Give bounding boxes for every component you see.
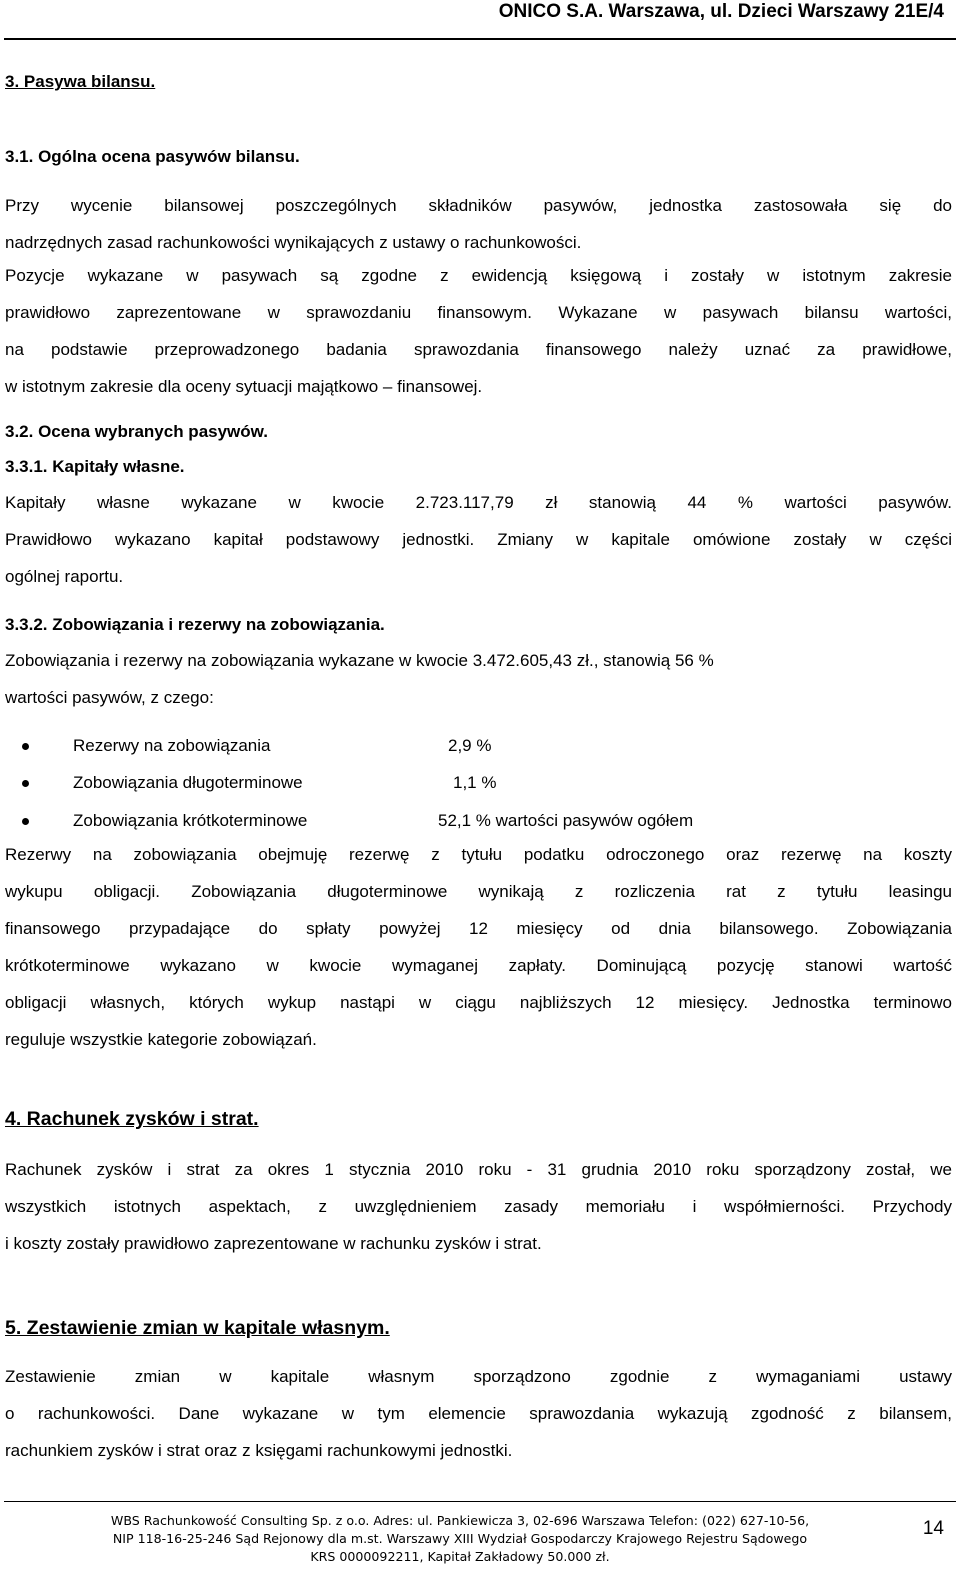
footer-line-1: WBS Rachunkowość Consulting Sp. z o.o. Adres: ul. Pankiewicza 3, 02-696 Warszawa Telefon: (022) 627-10-56, bbox=[110, 1513, 810, 1528]
text-line: Zobowiązania i rezerwy na zobowiązania wykazane w kwocie 3.472.605,43 zł., stanowią 56 % bbox=[5, 651, 714, 670]
page-footer bbox=[40, 1512, 880, 1566]
text-line: w istotnym zakresie dla oceny sytuacji majątkowo – finansowej. bbox=[5, 377, 483, 396]
section-3-3-2-title: 3.3.2. Zobowiązania i rezerwy na zobowiązania. bbox=[5, 615, 385, 634]
text-line: finansowego przypadające do spłaty powyżej 12 miesięcy od dnia bilansowego. Zobowiązania bbox=[5, 919, 952, 938]
text-line: wykupu obligacji. Zobowiązania długoterminowe wynikają z rozliczenia rat z tytułu leasingu bbox=[5, 882, 952, 901]
section-3-3-1-title: 3.3.1. Kapitały własne. bbox=[5, 457, 185, 476]
section-3-3-2-paragraph bbox=[5, 836, 952, 1058]
text-line: ogólnej raportu. bbox=[5, 567, 124, 586]
text-line: prawidłowo zaprezentowane w sprawozdaniu finansowym. Wykazane w pasywach bilansu wartości, bbox=[5, 303, 952, 322]
bullet-label: Rezerwy na zobowiązania bbox=[73, 736, 271, 755]
section-3-3-2-intro bbox=[5, 642, 952, 716]
text-line: Kapitały własne wykazane w kwocie 2.723.117,79 zł stanowią 44 % wartości pasywów. bbox=[5, 493, 952, 512]
page-header-title: ONICO S.A. Warszawa, ul. Dzieci Warszawy 21E/4 bbox=[498, 1, 944, 22]
text-line: na podstawie przeprowadzonego badania sprawozdania finansowego należy uznać za prawidłowe, bbox=[5, 340, 952, 359]
section-4-title: 4. Rachunek zysków i strat. bbox=[5, 1108, 259, 1130]
text-line: obligacji własnych, których wykup nastąpi w ciągu najbliższych 12 miesięcy. Jednostka terminowo bbox=[5, 993, 952, 1012]
bullet-value: 2,9 % bbox=[448, 736, 492, 755]
section-5-paragraph bbox=[5, 1358, 952, 1469]
footer-divider bbox=[4, 1501, 956, 1502]
section-3-3-1-paragraph bbox=[5, 484, 952, 595]
text-line: Rachunek zysków i strat za okres 1 stycznia 2010 roku - 31 grudnia 2010 roku sporządzony został, we bbox=[5, 1160, 952, 1179]
bullet-label: Zobowiązania długoterminowe bbox=[73, 773, 303, 792]
text-line: Pozycje wykazane w pasywach są zgodne z ewidencją księgową i zostały w istotnym zakresie bbox=[5, 266, 952, 285]
bullet-dot-icon bbox=[22, 780, 29, 787]
text-line: nadrzędnych zasad rachunkowości wynikających z ustawy o rachunkowości. bbox=[5, 233, 582, 252]
text-line: Rezerwy na zobowiązania obejmuję rezerwę z tytułu podatku odroczonego oraz rezerwę na koszty bbox=[5, 845, 952, 864]
section-5-title: 5. Zestawienie zmian w kapitale własnym. bbox=[5, 1317, 390, 1339]
text-line: Zestawienie zmian w kapitale własnym sporządzono zgodnie z wymaganiami ustawy bbox=[5, 1367, 952, 1386]
bullet-value: 1,1 % bbox=[453, 773, 497, 792]
text-line: wartości pasywów, z czego: bbox=[5, 688, 214, 707]
bullet-dot-icon bbox=[22, 818, 29, 825]
section-3-1-paragraph-1 bbox=[5, 187, 952, 261]
footer-line-3: KRS 0000092211, Kapitał Zakładowy 50.000 zł. bbox=[310, 1549, 610, 1564]
text-line: o rachunkowości. Dane wykazane w tym elemencie sprawozdania wykazują zgodność z bilansem, bbox=[5, 1404, 952, 1423]
section-3-2-title: 3.2. Ocena wybranych pasywów. bbox=[5, 422, 268, 441]
header-divider bbox=[4, 38, 956, 40]
section-3-1-title: 3.1. Ogólna ocena pasywów bilansu. bbox=[5, 147, 300, 166]
section-4-paragraph bbox=[5, 1151, 952, 1262]
text-line: i koszty zostały prawidłowo zaprezentowane w rachunku zysków i strat. bbox=[5, 1234, 542, 1253]
text-line: reguluje wszystkie kategorie zobowiązań. bbox=[5, 1030, 317, 1049]
section-3-title: 3. Pasywa bilansu. bbox=[5, 72, 156, 91]
bullet-value: 52,1 % wartości pasywów ogółem bbox=[438, 811, 694, 830]
text-line: krótkoterminowe wykazano w kwocie wymaganej zapłaty. Dominującą pozycję stanowi wartość bbox=[5, 956, 952, 975]
bullet-label: Zobowiązania krótkoterminowe bbox=[73, 811, 308, 830]
text-line: rachunkiem zysków i strat oraz z księgami rachunkowymi jednostki. bbox=[5, 1441, 513, 1460]
bullet-dot-icon bbox=[22, 743, 29, 750]
text-line: Przy wycenie bilansowej poszczególnych składników pasywów, jednostka zastosowała się do bbox=[5, 196, 952, 215]
text-line: Prawidłowo wykazano kapitał podstawowy jednostki. Zmiany w kapitale omówione zostały w części bbox=[5, 530, 952, 549]
footer-line-2: NIP 118-16-25-246 Sąd Rejonowy dla m.st. Warszawy XIII Wydział Gospodarczy Krajowego Rejestru Sądowego bbox=[112, 1531, 808, 1546]
text-line: wszystkich istotnych aspektach, z uwzględnieniem zasady memoriału i współmierności. Przychody bbox=[5, 1197, 952, 1216]
page-number: 14 bbox=[922, 1518, 944, 1539]
section-3-1-paragraph-2 bbox=[5, 257, 952, 405]
